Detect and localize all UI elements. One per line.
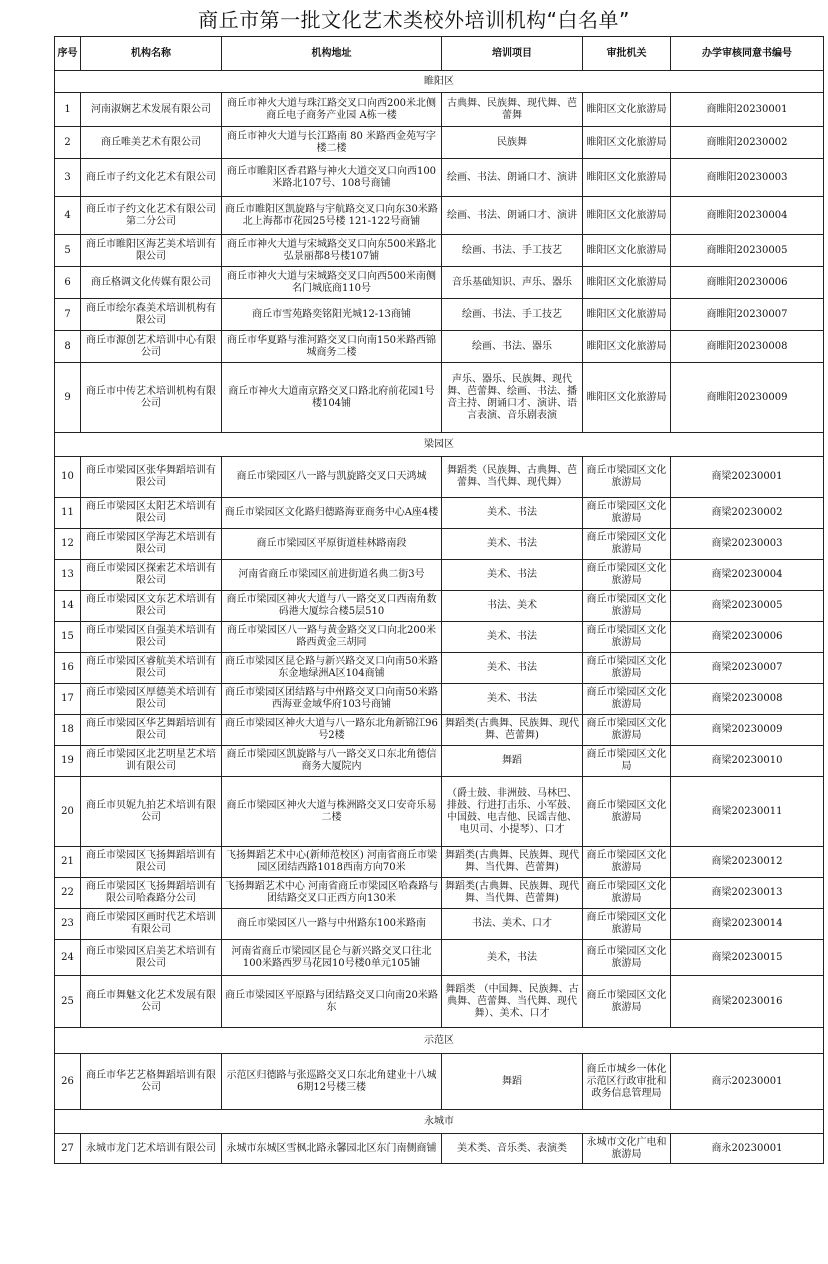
cell-addr: 商丘市睢阳区香君路与神火大道交叉口向西100米路北107号、108号商铺 <box>222 159 442 197</box>
cell-items: 美术、书法 <box>442 560 583 591</box>
cell-code: 商梁20230004 <box>671 560 824 591</box>
cell-code: 商睢阳20230009 <box>671 363 824 433</box>
cell-addr: 商丘市神火大道与长江路南 80 米路西金苑写字楼二楼 <box>222 127 442 159</box>
cell-no: 26 <box>55 1054 81 1110</box>
cell-org: 商丘市梁园区文化旅游局 <box>583 457 671 498</box>
cell-org: 永城市文化广电和旅游局 <box>583 1134 671 1164</box>
cell-addr: 商丘市神火大道与宋城路交叉口向西500米南侧名门城底商110号 <box>222 267 442 299</box>
cell-org: 睢阳区文化旅游局 <box>583 197 671 235</box>
cell-items: 舞蹈 <box>442 1054 583 1110</box>
cell-no: 12 <box>55 529 81 560</box>
table-row <box>55 746 824 777</box>
cell-no: 2 <box>55 127 81 159</box>
cell-no: 8 <box>55 331 81 363</box>
cell-name: 商丘市梁园区启美艺术培训有限公司 <box>81 940 222 976</box>
table-row <box>55 1134 824 1164</box>
cell-items: 美术、书法 <box>442 653 583 684</box>
cell-addr: 商丘市梁园区八一路与中州路东100米路南 <box>222 909 442 940</box>
cell-code: 商永20230001 <box>671 1134 824 1164</box>
cell-items: 音乐基础知识、声乐、器乐 <box>442 267 583 299</box>
cell-code: 商睢阳20230003 <box>671 159 824 197</box>
cell-name: 商丘市梁园区太阳艺术培训有限公司 <box>81 498 222 529</box>
cell-org: 睢阳区文化旅游局 <box>583 127 671 159</box>
cell-org: 商丘市梁园区文化旅游局 <box>583 498 671 529</box>
section-header-row <box>55 71 824 93</box>
cell-items: 美术，书法 <box>442 940 583 976</box>
cell-addr: 飞扬舞蹈艺术中心 河南省商丘市梁园区哈森路与团结路交叉口正西方向130米 <box>222 878 442 909</box>
cell-no: 19 <box>55 746 81 777</box>
cell-addr: 商丘市睢阳区凯旋路与宇航路交叉口向东30米路北上海都市花园25号楼 121-122号商铺 <box>222 197 442 235</box>
cell-addr: 飞扬舞蹈艺术中心(新师范校区) 河南省商丘市梁园区团结西路1018西南方向70米 <box>222 847 442 878</box>
cell-name: 商丘市梁园区探索艺术培训有限公司 <box>81 560 222 591</box>
cell-no: 24 <box>55 940 81 976</box>
cell-items: 绘画、书法、朗诵口才、演讲 <box>442 197 583 235</box>
cell-items: 美术、书法 <box>442 622 583 653</box>
cell-code: 商梁20230003 <box>671 529 824 560</box>
cell-name: 商丘市梁园区文东艺术培训有限公司 <box>81 591 222 622</box>
cell-name: 商丘市梁园区飞扬舞蹈培训有限公司 <box>81 847 222 878</box>
cell-items: 美术、书法 <box>442 498 583 529</box>
cell-addr: 商丘市梁园区凯旋路与八一路交叉口东北角德信商务大厦院内 <box>222 746 442 777</box>
cell-addr: 商丘市梁园区神火大道与株洲路交叉口安奇乐易二楼 <box>222 777 442 847</box>
cell-no: 18 <box>55 715 81 746</box>
cell-name: 商丘市梁园区华艺舞蹈培训有限公司 <box>81 715 222 746</box>
cell-org: 商丘市梁园区文化旅游局 <box>583 909 671 940</box>
cell-name: 商丘市梁园区厚德美术培训有限公司 <box>81 684 222 715</box>
header-cell: 审批机关 <box>583 37 671 71</box>
cell-name: 商丘市梁园区睿航美术培训有限公司 <box>81 653 222 684</box>
whitelist-table <box>54 36 824 1164</box>
cell-code: 商梁20230014 <box>671 909 824 940</box>
table-row <box>55 777 824 847</box>
cell-code: 商梁20230013 <box>671 878 824 909</box>
cell-org: 睢阳区文化旅游局 <box>583 159 671 197</box>
cell-org: 睢阳区文化旅游局 <box>583 93 671 127</box>
cell-org: 商丘市梁园区文化旅游局 <box>583 878 671 909</box>
cell-org: 商丘市城乡一体化示范区行政审批和政务信息管理局 <box>583 1054 671 1110</box>
cell-items: 绘画、书法、器乐 <box>442 331 583 363</box>
cell-items: 书法、美术 <box>442 591 583 622</box>
cell-items: 舞蹈类(古典舞、民族舞、现代舞、当代舞、芭蕾舞) <box>442 878 583 909</box>
cell-no: 13 <box>55 560 81 591</box>
table-row <box>55 940 824 976</box>
cell-no: 7 <box>55 299 81 331</box>
table-row <box>55 267 824 299</box>
cell-name: 商丘唯美艺术有限公司 <box>81 127 222 159</box>
section-title: 示范区 <box>55 1028 824 1054</box>
cell-addr: 商丘市梁园区平原路与团结路交叉口向南20米路东 <box>222 976 442 1028</box>
cell-no: 14 <box>55 591 81 622</box>
cell-name: 商丘市睢阳区海艺美术培训有限公司 <box>81 235 222 267</box>
cell-name: 河南淑娴艺术发展有限公司 <box>81 93 222 127</box>
cell-code: 商梁20230009 <box>671 715 824 746</box>
cell-code: 商梁20230015 <box>671 940 824 976</box>
table-row <box>55 159 824 197</box>
cell-no: 16 <box>55 653 81 684</box>
header-cell: 培训项目 <box>442 37 583 71</box>
cell-code: 商梁20230007 <box>671 653 824 684</box>
cell-org: 商丘市梁园区文化旅游局 <box>583 622 671 653</box>
cell-name: 商丘市子约文化艺术有限公司第二分公司 <box>81 197 222 235</box>
cell-code: 商梁20230006 <box>671 622 824 653</box>
cell-org: 商丘市梁园区文化旅游局 <box>583 715 671 746</box>
cell-code: 商睢阳20230006 <box>671 267 824 299</box>
table-row <box>55 127 824 159</box>
cell-code: 商梁20230011 <box>671 777 824 847</box>
cell-name: 商丘格调文化传媒有限公司 <box>81 267 222 299</box>
cell-items: 绘画、书法、手工技艺 <box>442 299 583 331</box>
cell-items: 美术类、音乐类、表演类 <box>442 1134 583 1164</box>
cell-addr: 河南省商丘市梁园区昆仑与新兴路交叉口往北100米路西罗马花园10号楼0单元105铺 <box>222 940 442 976</box>
cell-no: 1 <box>55 93 81 127</box>
cell-org: 睢阳区文化旅游局 <box>583 331 671 363</box>
header-cell: 序号 <box>55 37 81 71</box>
cell-no: 9 <box>55 363 81 433</box>
cell-code: 商梁20230001 <box>671 457 824 498</box>
table-row <box>55 235 824 267</box>
header-cell: 机构名称 <box>81 37 222 71</box>
cell-org: 商丘市梁园区文化旅游局 <box>583 976 671 1028</box>
cell-name: 商丘市子约文化艺术有限公司 <box>81 159 222 197</box>
table-header-row <box>55 37 824 71</box>
cell-name: 商丘市梁园区自强美术培训有限公司 <box>81 622 222 653</box>
cell-name: 永城市龙门艺术培训有限公司 <box>81 1134 222 1164</box>
cell-code: 商示20230001 <box>671 1054 824 1110</box>
cell-code: 商睢阳20230005 <box>671 235 824 267</box>
cell-org: 商丘市梁园区文化旅游局 <box>583 591 671 622</box>
cell-org: 睢阳区文化旅游局 <box>583 267 671 299</box>
cell-no: 15 <box>55 622 81 653</box>
cell-org: 睢阳区文化旅游局 <box>583 299 671 331</box>
cell-no: 21 <box>55 847 81 878</box>
cell-no: 22 <box>55 878 81 909</box>
cell-no: 10 <box>55 457 81 498</box>
cell-no: 4 <box>55 197 81 235</box>
cell-org: 商丘市梁园区文化旅游局 <box>583 777 671 847</box>
cell-items: 舞蹈 <box>442 746 583 777</box>
cell-items: 绘画、书法、手工技艺 <box>442 235 583 267</box>
table-row <box>55 560 824 591</box>
cell-items: 美术、书法 <box>442 684 583 715</box>
cell-addr: 商丘市梁园区神火大道与八一路交叉口西南角数码港大厦综合楼5层510 <box>222 591 442 622</box>
cell-addr: 商丘市梁园区八一路与黄金路交叉口向北200米路西黄金三胡同 <box>222 622 442 653</box>
cell-code: 商睢阳20230008 <box>671 331 824 363</box>
section-title: 梁园区 <box>55 433 824 457</box>
cell-org: 商丘市梁园区文化旅游局 <box>583 560 671 591</box>
document-title: 商丘市第一批文化艺术类校外培训机构“白名单” <box>198 8 630 32</box>
table-row <box>55 976 824 1028</box>
cell-items: 民族舞 <box>442 127 583 159</box>
cell-items: 舞蹈类(古典舞、民族舞、现代舞、当代舞、芭蕾舞) <box>442 847 583 878</box>
cell-addr: 商丘市梁园区八一路与凯旋路交叉口天鸿城 <box>222 457 442 498</box>
table-row <box>55 715 824 746</box>
cell-no: 17 <box>55 684 81 715</box>
cell-name: 商丘市梁园区学海艺术培训有限公司 <box>81 529 222 560</box>
cell-org: 睢阳区文化旅游局 <box>583 363 671 433</box>
cell-name: 商丘市中传艺术培训机构有限公司 <box>81 363 222 433</box>
table-row <box>55 591 824 622</box>
cell-items: 书法、美术、口才 <box>442 909 583 940</box>
cell-code: 商睢阳20230004 <box>671 197 824 235</box>
header-cell: 办学审核同意书编号 <box>671 37 824 71</box>
section-header-row <box>55 1110 824 1134</box>
table-row <box>55 457 824 498</box>
cell-items: 舞蹈类(古典舞、民族舞、现代舞、芭蕾舞) <box>442 715 583 746</box>
cell-addr: 商丘市神火大道与珠江路交叉口向西200米北侧商丘电子商务产业园 A栋一楼 <box>222 93 442 127</box>
cell-code: 商梁20230002 <box>671 498 824 529</box>
table-row <box>55 197 824 235</box>
table-row <box>55 847 824 878</box>
cell-name: 商丘市华艺艺格舞蹈培训有限公司 <box>81 1054 222 1110</box>
cell-org: 商丘市梁园区文化旅游局 <box>583 940 671 976</box>
cell-addr: 商丘市神火大道南京路交叉口路北府前花园1号楼104铺 <box>222 363 442 433</box>
cell-items: （爵士鼓、非洲鼓、马林巴、排鼓、行进打击乐、小军鼓、中国鼓、电吉他、民谣吉他、电贝司、小提琴）、口才 <box>442 777 583 847</box>
cell-no: 11 <box>55 498 81 529</box>
cell-items: 绘画、书法、朗诵口才、演讲 <box>442 159 583 197</box>
table-row <box>55 363 824 433</box>
cell-code: 商睢阳20230007 <box>671 299 824 331</box>
cell-name: 商丘市梁园区张华舞蹈培训有限公司 <box>81 457 222 498</box>
cell-org: 商丘市梁园区文化旅游局 <box>583 684 671 715</box>
cell-no: 23 <box>55 909 81 940</box>
cell-addr: 商丘市雪苑路奕铭阳光城12-13商铺 <box>222 299 442 331</box>
table-row <box>55 299 824 331</box>
cell-code: 商梁20230010 <box>671 746 824 777</box>
section-header-row <box>55 433 824 457</box>
cell-items: 舞蹈类 （中国舞、民族舞、古典舞、芭蕾舞、当代舞、现代舞）、美术、口才 <box>442 976 583 1028</box>
cell-org: 商丘市梁园区文化旅游局 <box>583 653 671 684</box>
cell-name: 商丘市绘尔森美术培训机构有限公司 <box>81 299 222 331</box>
cell-no: 20 <box>55 777 81 847</box>
cell-code: 商睢阳20230001 <box>671 93 824 127</box>
table-row <box>55 684 824 715</box>
cell-items: 古典舞、民族舞、现代舞、芭蕾舞 <box>442 93 583 127</box>
cell-no: 27 <box>55 1134 81 1164</box>
cell-items: 美术、书法 <box>442 529 583 560</box>
cell-code: 商睢阳20230002 <box>671 127 824 159</box>
cell-no: 3 <box>55 159 81 197</box>
cell-name: 商丘市源创艺术培训中心有限公司 <box>81 331 222 363</box>
cell-org: 商丘市梁园区文化局 <box>583 746 671 777</box>
cell-addr: 商丘市梁园区文化路归德路海亚商务中心A座4楼 <box>222 498 442 529</box>
cell-addr: 河南省商丘市梁园区前进街道名典二街3号 <box>222 560 442 591</box>
table-row <box>55 529 824 560</box>
cell-items: 舞蹈类（民族舞、古典舞、芭蕾舞、当代舞、现代舞） <box>442 457 583 498</box>
cell-org: 商丘市梁园区文化旅游局 <box>583 529 671 560</box>
cell-code: 商梁20230008 <box>671 684 824 715</box>
cell-name: 商丘市贝妮九拍艺术培训有限公司 <box>81 777 222 847</box>
table-body <box>55 71 824 1164</box>
cell-addr: 商丘市神火大道与宋城路交叉口向东500米路北弘景丽都8号楼107铺 <box>222 235 442 267</box>
cell-addr: 商丘市梁园区平原街道桂林路南段 <box>222 529 442 560</box>
cell-addr: 商丘市梁园区神火大道与八一路东北角新锦江96号2楼 <box>222 715 442 746</box>
cell-addr: 示范区归德路与张巡路交叉口东北角建业十八城6期12号楼三楼 <box>222 1054 442 1110</box>
cell-name: 商丘市梁园区北艺明星艺术培训有限公司 <box>81 746 222 777</box>
table-row <box>55 1054 824 1110</box>
cell-name: 商丘市梁园区飞扬舞蹈培训有限公司哈森路分公司 <box>81 878 222 909</box>
table-row <box>55 653 824 684</box>
cell-no: 6 <box>55 267 81 299</box>
table-row <box>55 909 824 940</box>
header-cell: 机构地址 <box>222 37 442 71</box>
cell-addr: 商丘市梁园区团结路与中州路交叉口向南50米路西海亚金域华府103号商铺 <box>222 684 442 715</box>
cell-org: 商丘市梁园区文化旅游局 <box>583 847 671 878</box>
cell-org: 睢阳区文化旅游局 <box>583 235 671 267</box>
table-row <box>55 331 824 363</box>
section-title: 睢阳区 <box>55 71 824 93</box>
cell-addr: 永城市东城区雪枫北路永馨园北区东门南侧商铺 <box>222 1134 442 1164</box>
cell-name: 商丘市舞魅文化艺术发展有限公司 <box>81 976 222 1028</box>
table-row <box>55 93 824 127</box>
cell-addr: 商丘市梁园区昆仑路与新兴路交叉口向南50米路东金地绿洲A区104商铺 <box>222 653 442 684</box>
section-header-row <box>55 1028 824 1054</box>
table-row <box>55 622 824 653</box>
section-title: 永城市 <box>55 1110 824 1134</box>
cell-name: 商丘市梁园区画时代艺术培训有限公司 <box>81 909 222 940</box>
cell-addr: 商丘市华夏路与淮河路交叉口向南150米路西锦城商务二楼 <box>222 331 442 363</box>
cell-items: 声乐、器乐、民族舞、现代舞、芭蕾舞、绘画、书法、播音主持、朗诵口才、演讲、语言表演、音乐剧表演 <box>442 363 583 433</box>
table-row <box>55 878 824 909</box>
cell-code: 商梁20230012 <box>671 847 824 878</box>
cell-no: 5 <box>55 235 81 267</box>
cell-code: 商梁20230016 <box>671 976 824 1028</box>
table-row <box>55 498 824 529</box>
cell-code: 商梁20230005 <box>671 591 824 622</box>
cell-no: 25 <box>55 976 81 1028</box>
